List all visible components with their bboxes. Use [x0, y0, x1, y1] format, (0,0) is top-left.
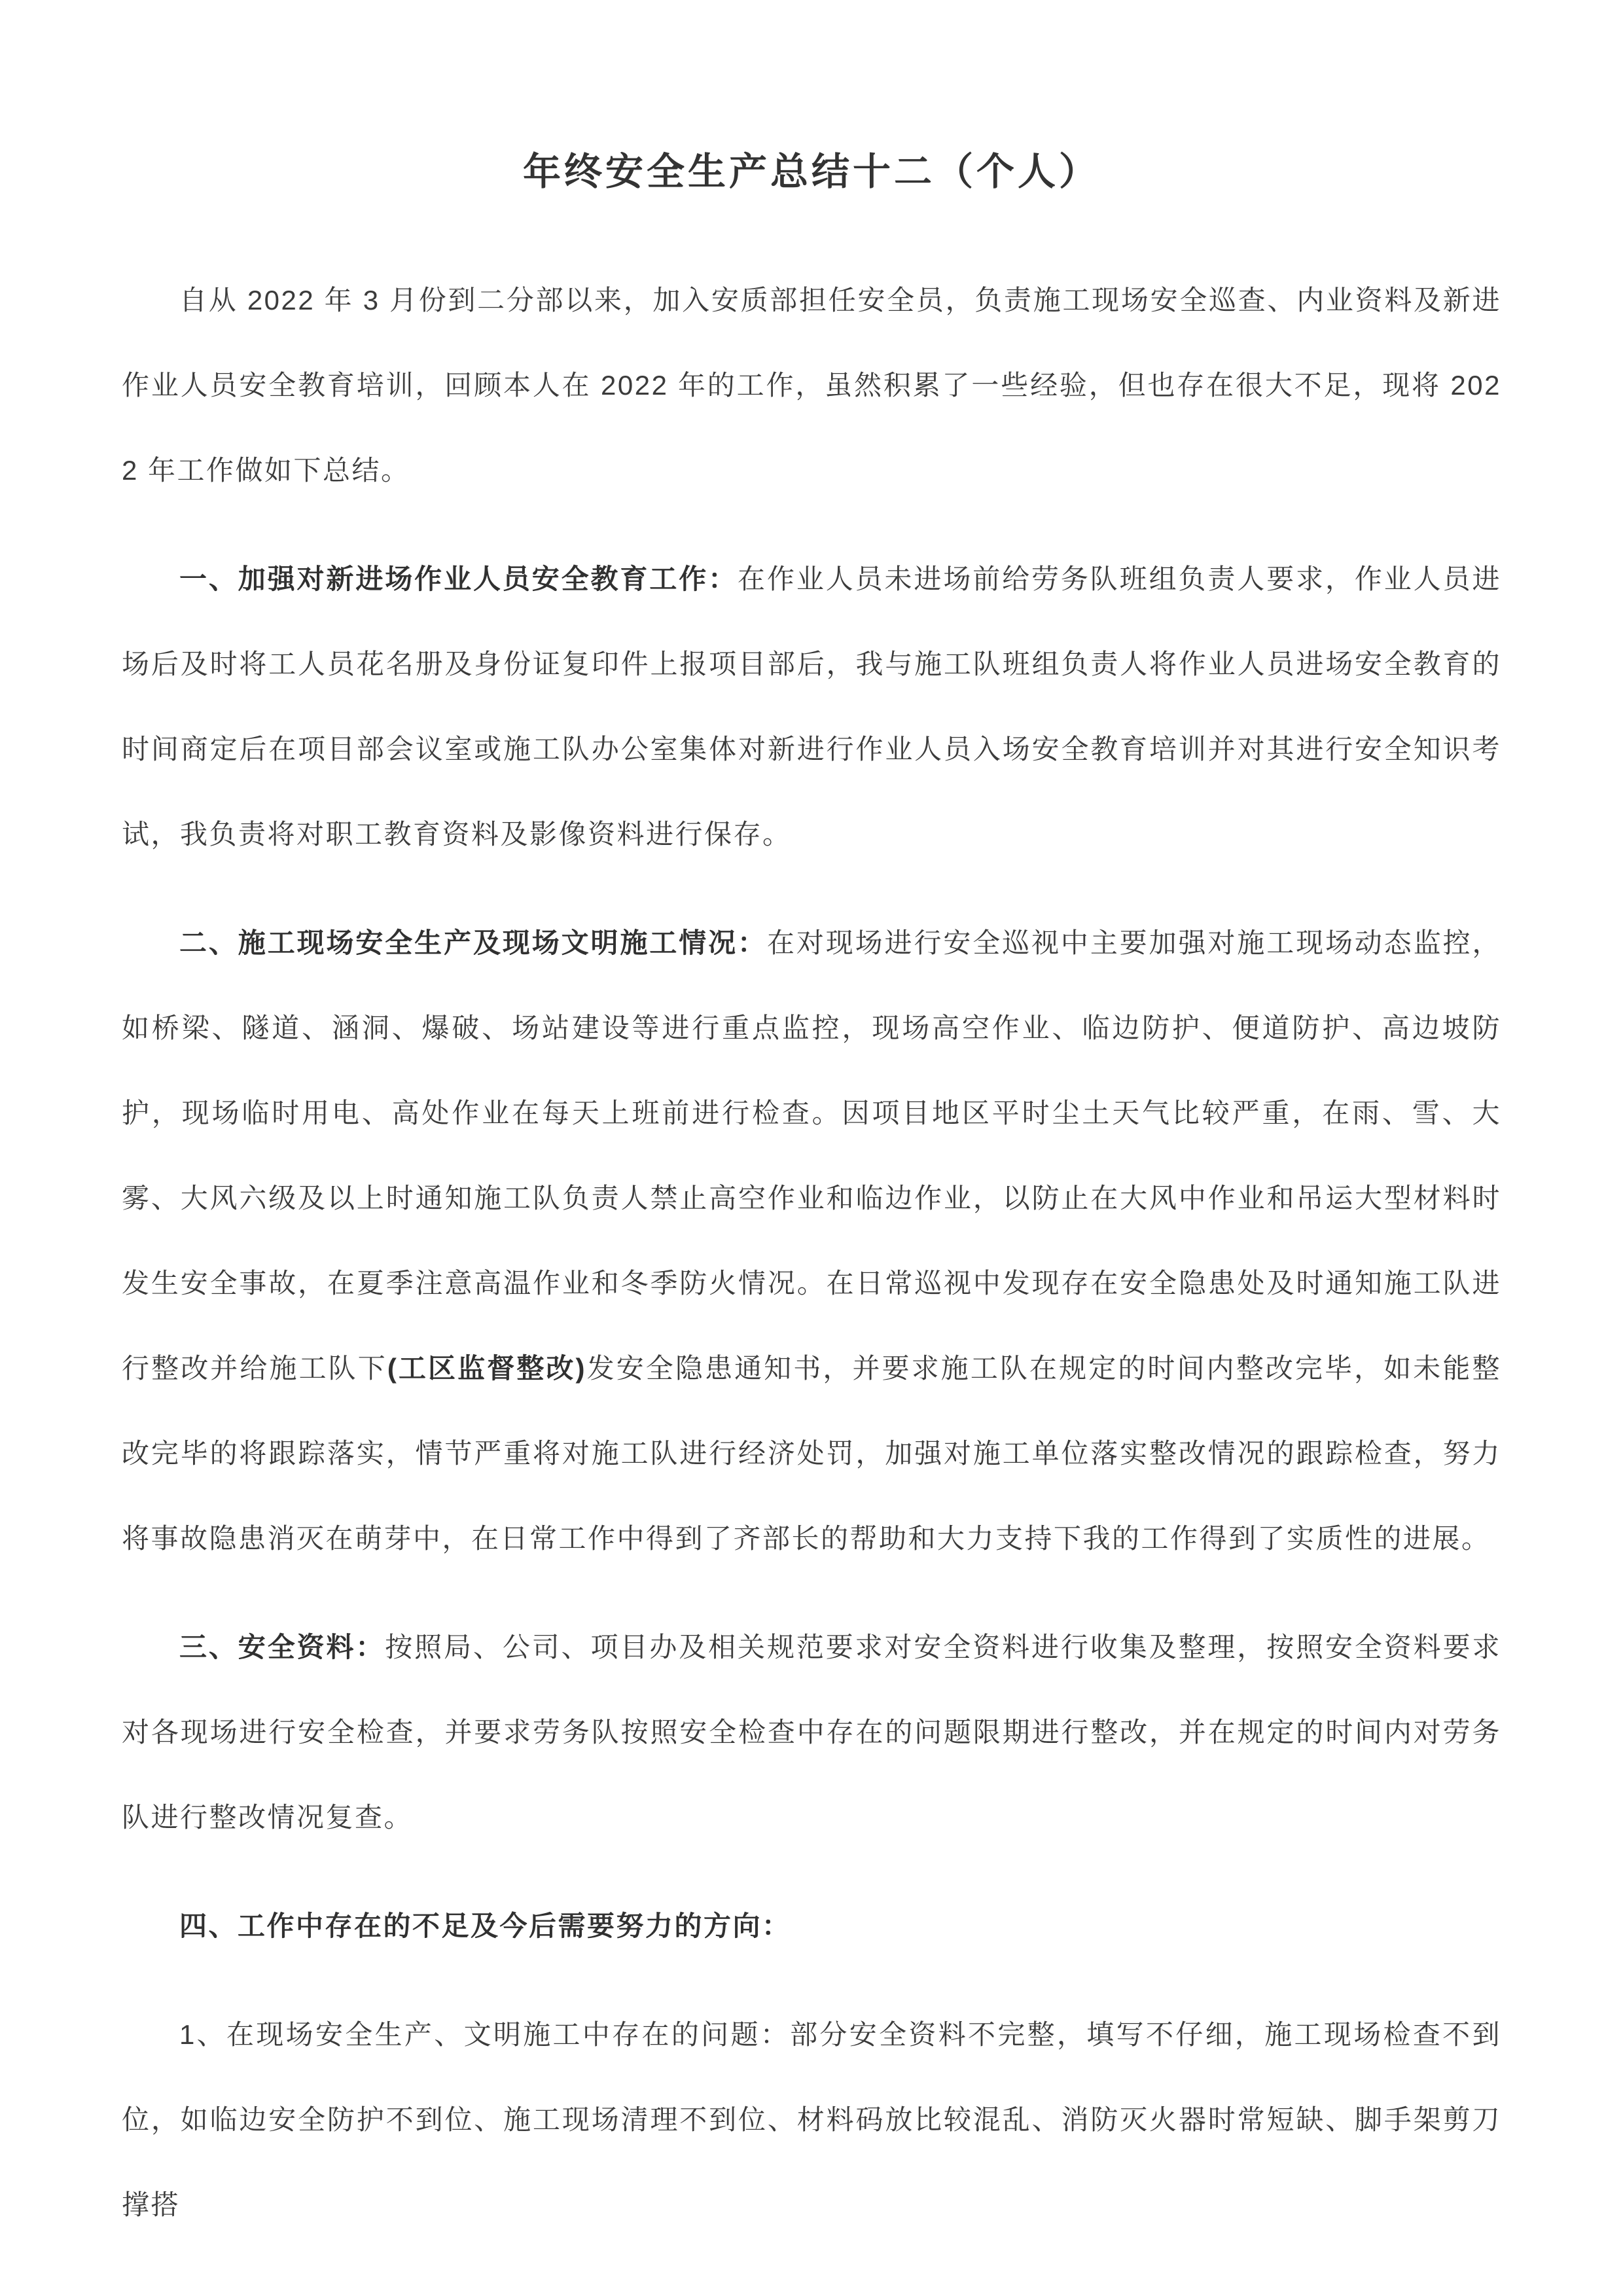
paragraph [122, 1992, 1501, 2248]
document-title: 年终安全生产总结十二（个人） [522, 151, 1100, 193]
text-run: 在对现场进行安全巡视中主要加强对施工现场动态监控，如桥梁、隧道、涵洞、爆破、场站建设等进行重点监控，现场高空作业、临边防护、便道防护、高边坡防护，现场临时用电、高处作业在每天上班前进行检查。因项目地区平时尘土天气比较严重，在雨、雪、大雾、大风六级及以上时通知施工队负责人禁止高空作业和临边作业，以防止在大风中作业和吊运大型材料时发生安全事故，在夏季注意高温作业和冬季防火情况。在日常巡视中发现存在安全隐患处及时通知施工队进行整改并给施工队下 [122, 927, 1501, 1384]
bold-text-run: 四、工作中存在的不足及今后需要努力的方向： [179, 1910, 791, 1941]
text-run: 在作业人员未进场前给劳务队班组负责人要求，作业人员进场后及时将工人员花名册及身份证复印件上报项目部后，我与施工队班组负责人将作业人员进场安全教育的时间商定后在项目部会议室或施工队办公室集体对新进行作业人员入场安全教育培训并对其进行安全知识考试，我负责将对职工教育资料及影像资料进行保存。 [122, 564, 1501, 850]
bold-text-run: 三、安全资料： [179, 1632, 385, 1662]
paragraph [122, 537, 1501, 877]
paragraph [122, 258, 1501, 513]
text-run: 自从 2022 年 3 月份到二分部以来，加入安质部担任安全员，负责施工现场安全巡查、内业资料及新进作业人员安全教育培训，回顾本人在 2022 年的工作，虽然积累了一些经验，但也存在很大不足，现将 2022 年工作做如下总结。 [122, 285, 1501, 486]
text-run: 发安全隐患通知书，并要求施工队在规定的时间内整改完毕，如未能整改完毕的将跟踪落实，情节严重将对施工队进行经济处罚，加强对施工单位落实整改情况的跟踪检查，努力将事故隐患消灭在萌芽中，在日常工作中得到了齐部长的帮助和大力支持下我的工作得到了实质性的进展。 [122, 1353, 1501, 1554]
document-body [122, 258, 1501, 2248]
text-run: 按照局、公司、项目办及相关规范要求对安全资料进行收集及整理，按照安全资料要求对各现场进行安全检查，并要求劳务队按照安全检查中存在的问题限期进行整改，并在规定的时间内对劳务队进行整改情况复查。 [122, 1632, 1501, 1833]
bold-text-run: 二、施工现场安全生产及现场文明施工情况： [179, 927, 767, 958]
paragraph [122, 1605, 1501, 1860]
bold-text-run: (工区监督整改) [387, 1353, 587, 1384]
paragraph [122, 1884, 1501, 1969]
text-run: 1、在现场安全生产、文明施工中存在的问题：部分安全资料不完整，填写不仔细，施工现场检查不到位，如临边安全防护不到位、施工现场清理不到位、材料码放比较混乱、消防灭火器时常短缺、脚手架剪刀撑搭 [122, 2019, 1501, 2220]
paragraph [122, 901, 1501, 1581]
bold-text-run: 一、加强对新进场作业人员安全教育工作： [179, 564, 738, 594]
